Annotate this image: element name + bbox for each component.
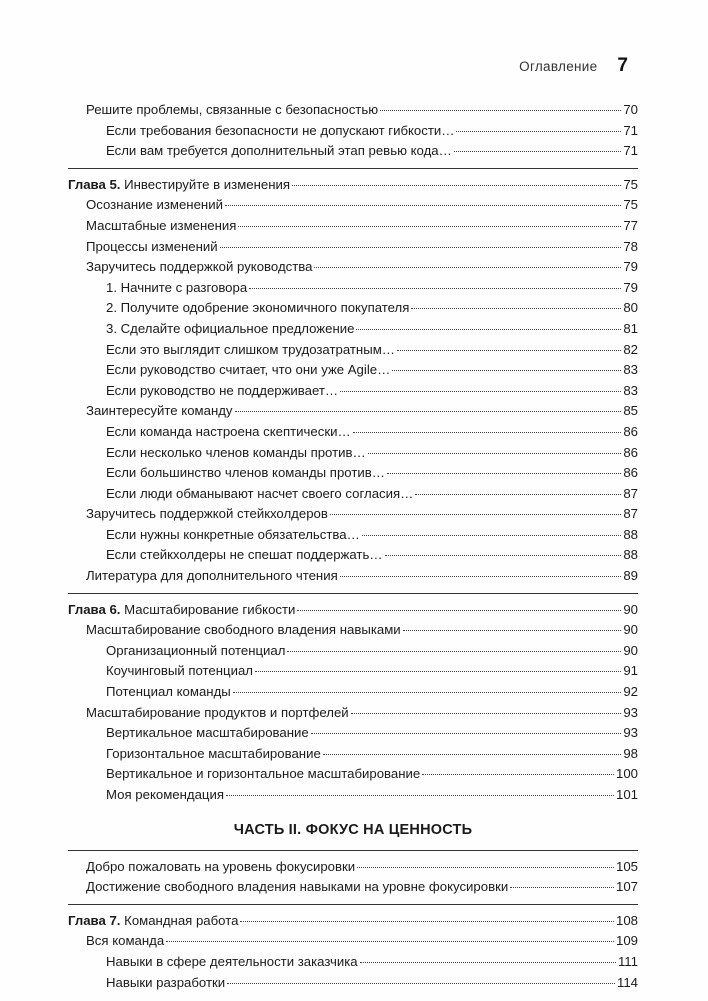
toc-entry[interactable] <box>68 360 638 381</box>
toc-entry-text: Масштабирование гибкости <box>124 601 296 617</box>
toc-entry[interactable] <box>68 401 638 422</box>
toc-entry-page: 105 <box>615 858 638 874</box>
toc-entry-text: Если это выглядит слишком трудозатратным… <box>106 341 395 357</box>
toc-entry[interactable] <box>68 216 638 237</box>
toc-entry-title <box>106 278 247 299</box>
toc-entry-title <box>106 484 413 505</box>
toc-entry-title <box>106 298 409 319</box>
dot-leader <box>226 794 614 796</box>
toc-entry-page: 90 <box>623 601 638 617</box>
toc-entry-title <box>106 641 285 662</box>
toc-entry-title <box>106 973 225 994</box>
toc-entry-title <box>86 931 164 952</box>
running-header-section: Оглавление <box>519 59 598 74</box>
toc-entry-page: 83 <box>623 382 638 398</box>
toc-entry-title <box>106 422 351 443</box>
dot-leader <box>330 513 621 515</box>
toc-entry-text: Масштабирование свободного владения навыками <box>86 622 401 638</box>
toc-entry-text: 1. Начните с разговора <box>106 279 248 295</box>
toc-entry[interactable] <box>68 661 638 682</box>
toc-entry-text: Если большинство членов команды против… <box>106 465 385 481</box>
toc-entry[interactable] <box>68 100 638 121</box>
dot-leader <box>314 266 621 268</box>
toc-entry[interactable] <box>68 121 638 142</box>
dot-leader <box>287 650 621 652</box>
page-number: 7 <box>617 55 628 76</box>
chapter-label: Глава 5. <box>68 176 121 192</box>
toc-entry-title <box>106 744 321 765</box>
toc-entry[interactable] <box>68 141 638 162</box>
toc-entry-text: 2. Получите одобрение экономичного покупателя <box>106 300 410 316</box>
toc-entry-title <box>86 100 378 121</box>
toc-entry[interactable] <box>68 877 638 898</box>
dot-leader <box>392 369 621 371</box>
toc-entry[interactable] <box>68 319 638 340</box>
toc-entry-text: Осознание изменений <box>86 197 223 213</box>
dot-leader <box>225 204 621 206</box>
section-divider <box>68 593 638 594</box>
chapter-label: Глава 7. <box>68 912 121 928</box>
toc-entry-text: Инвестируйте в изменения <box>124 176 291 192</box>
toc-entry-title <box>106 682 231 703</box>
toc-entry[interactable] <box>68 422 638 443</box>
dot-leader <box>510 886 614 888</box>
toc-entry-page: 75 <box>623 197 638 213</box>
toc-entry-page: 90 <box>623 642 638 658</box>
toc-entry-page: 93 <box>623 704 638 720</box>
toc-entry-text: Вертикальное масштабирование <box>106 725 309 741</box>
toc-entry-page: 86 <box>623 423 638 439</box>
toc-entry-text: Заручитесь поддержкой стейкхолдеров <box>86 506 328 522</box>
toc-entry-page: 107 <box>615 879 638 895</box>
toc-chapter-entry[interactable] <box>68 600 638 621</box>
dot-leader <box>368 452 622 454</box>
dot-leader <box>255 670 621 672</box>
toc-entry[interactable] <box>68 278 638 299</box>
dot-leader <box>380 109 621 111</box>
toc-entry-text: Если требования безопасности не допускают гибкости… <box>106 122 455 138</box>
toc-entry-text: 3. Сделайте официальное предложение <box>106 320 355 336</box>
toc-entry-text: Заручитесь поддержкой руководства <box>86 259 313 275</box>
toc-entry-title <box>68 175 290 196</box>
toc-entry-text: Достижение свободного владения навыками на уровне фокусировки <box>86 879 509 895</box>
dot-leader <box>249 287 621 289</box>
dot-leader <box>323 753 622 755</box>
dot-leader <box>297 609 621 611</box>
toc-entry-text: Добро пожаловать на уровень фокусировки <box>86 858 356 874</box>
toc-entry-title <box>86 401 233 422</box>
toc-entry[interactable] <box>68 682 638 703</box>
toc-entry-page: 89 <box>623 568 638 584</box>
toc-entry-text: Масштабирование продуктов и портфелей <box>86 704 349 720</box>
dot-leader <box>362 534 622 536</box>
toc-entry-title <box>86 195 223 216</box>
dot-leader <box>356 328 621 330</box>
toc-entry[interactable] <box>68 931 638 952</box>
toc-entry-title <box>106 141 452 162</box>
toc-entry[interactable] <box>68 973 638 994</box>
toc-entry-page: 86 <box>623 444 638 460</box>
dot-leader <box>454 150 622 152</box>
toc-entry-page: 71 <box>623 122 638 138</box>
toc-entry-text: Если команда настроена скептически… <box>106 423 351 439</box>
toc-entry-page: 98 <box>623 745 638 761</box>
dot-leader <box>456 130 621 132</box>
dot-leader <box>340 390 621 392</box>
toc-entry[interactable] <box>68 237 638 258</box>
section-divider <box>68 850 638 851</box>
toc-entry-page: 83 <box>623 362 638 378</box>
toc-entry[interactable] <box>68 566 638 587</box>
part-heading: ЧАСТЬ II. ФОКУС НА ЦЕННОСТЬ <box>233 821 473 838</box>
dot-leader <box>311 732 622 734</box>
table-of-contents <box>68 100 638 993</box>
toc-entry-title <box>106 661 253 682</box>
toc-entry-page: 77 <box>623 217 638 233</box>
toc-entry-page: 79 <box>623 259 638 275</box>
section-divider <box>68 168 638 169</box>
dot-leader <box>411 307 621 309</box>
toc-entry-page: 87 <box>623 485 638 501</box>
toc-entry[interactable] <box>68 703 638 724</box>
toc-entry-text: Заинтересуйте команду <box>86 403 233 419</box>
dot-leader <box>403 629 622 631</box>
section-divider <box>68 904 638 905</box>
toc-entry-title <box>68 600 295 621</box>
toc-entry-title <box>86 566 338 587</box>
toc-entry-title <box>106 952 358 973</box>
toc-entry-text: Вертикальное и горизонтальное масштабирование <box>106 766 421 782</box>
toc-entry[interactable] <box>68 764 638 785</box>
toc-entry-title <box>86 257 312 278</box>
toc-entry-page: 101 <box>615 787 638 802</box>
toc-entry-page: 91 <box>623 663 638 679</box>
toc-entry-title <box>106 764 420 785</box>
toc-entry-text: Решите проблемы, связанные с безопасностью <box>86 102 379 117</box>
toc-entry-text: Вся команда <box>86 933 165 949</box>
toc-entry-page: 108 <box>615 912 638 928</box>
toc-entry[interactable] <box>68 641 638 662</box>
toc-entry-page: 78 <box>623 238 638 254</box>
toc-entry-title <box>86 877 508 898</box>
toc-entry-page: 80 <box>623 300 638 316</box>
toc-entry[interactable] <box>68 443 638 464</box>
toc-entry-title <box>106 785 224 806</box>
toc-entry[interactable] <box>68 298 638 319</box>
dot-leader <box>238 225 621 227</box>
toc-entry-text: Если несколько членов команды против… <box>106 444 366 460</box>
toc-entry-page: 114 <box>616 974 638 990</box>
toc-entry-title <box>106 443 366 464</box>
toc-entry[interactable] <box>68 952 638 973</box>
toc-entry-text: Если руководство считает, что они уже Agile… <box>106 362 391 378</box>
toc-entry-page: 70 <box>623 102 638 117</box>
dot-leader <box>385 554 622 556</box>
toc-entry-title <box>106 121 454 142</box>
toc-entry-page: 88 <box>623 547 638 563</box>
dot-leader <box>235 410 622 412</box>
toc-entry-text: Навыки в сфере деятельности заказчика <box>106 953 358 969</box>
toc-entry[interactable] <box>68 545 638 566</box>
toc-entry-text: Если стейкхолдеры не спешат поддержать… <box>106 547 383 563</box>
toc-entry-title <box>106 340 395 361</box>
toc-entry-title <box>106 463 385 484</box>
dot-leader <box>292 184 621 186</box>
toc-entry-title <box>86 216 236 237</box>
toc-entry-page: 111 <box>617 953 638 969</box>
toc-entry-page: 71 <box>623 143 638 159</box>
dot-leader <box>227 982 615 984</box>
toc-entry-page: 87 <box>623 506 638 522</box>
dot-leader <box>357 866 614 868</box>
toc-entry-text: Навыки разработки <box>106 974 226 990</box>
toc-entry[interactable] <box>68 195 638 216</box>
toc-entry[interactable] <box>68 857 638 878</box>
toc-entry-title <box>106 381 338 402</box>
toc-chapter-entry[interactable] <box>68 175 638 196</box>
toc-entry-text: Потенциал команды <box>106 684 231 700</box>
toc-entry-text: Масштабные изменения <box>86 217 237 233</box>
toc-entry[interactable] <box>68 340 638 361</box>
toc-entry-page: 86 <box>623 465 638 481</box>
toc-entry-page: 109 <box>615 933 638 949</box>
dot-leader <box>240 920 614 922</box>
toc-entry-title <box>106 545 383 566</box>
toc-entry[interactable] <box>68 525 638 546</box>
dot-leader <box>353 431 622 433</box>
page-header <box>519 55 628 77</box>
toc-entry-title <box>106 360 390 381</box>
toc-entry-page: 79 <box>623 279 638 295</box>
toc-entry[interactable] <box>68 785 638 806</box>
toc-entry-text: Коучинговый потенциал <box>106 663 253 679</box>
toc-entry[interactable] <box>68 463 638 484</box>
toc-entry-title <box>86 620 401 641</box>
toc-entry-title <box>86 857 355 878</box>
toc-entry[interactable] <box>68 504 638 525</box>
toc-entry[interactable] <box>68 620 638 641</box>
toc-entry-page: 75 <box>623 176 638 192</box>
dot-leader <box>422 773 614 775</box>
toc-entry-page: 82 <box>623 341 638 357</box>
toc-entry-text: Процессы изменений <box>86 238 218 254</box>
toc-entry-page: 81 <box>623 320 638 336</box>
toc-entry[interactable] <box>68 744 638 765</box>
toc-entry[interactable] <box>68 257 638 278</box>
toc-entry-page: 90 <box>623 622 638 638</box>
toc-entry[interactable] <box>68 381 638 402</box>
dot-leader <box>397 349 621 351</box>
dot-leader <box>415 493 621 495</box>
toc-entry[interactable] <box>68 723 638 744</box>
toc-entry-text: Если руководство не поддерживает… <box>106 382 339 398</box>
dot-leader <box>233 691 622 693</box>
dot-leader <box>387 472 621 474</box>
toc-entry-text: Если вам требуется дополнительный этап ревью кода… <box>106 143 452 159</box>
dot-leader <box>360 961 616 963</box>
dot-leader <box>351 712 622 714</box>
dot-leader <box>166 940 614 942</box>
dot-leader <box>340 575 622 577</box>
toc-entry-text: Литература для дополнительного чтения <box>86 568 338 584</box>
toc-entry-text: Если люди обманывают насчет своего согласия… <box>106 485 414 501</box>
toc-entry-title <box>86 504 328 525</box>
toc-entry-page: 93 <box>623 725 638 741</box>
toc-entry[interactable] <box>68 484 638 505</box>
toc-entry-text: Если нужны конкретные обязательства… <box>106 526 360 542</box>
toc-entry-page: 100 <box>615 766 638 782</box>
toc-entry-text: Горизонтальное масштабирование <box>106 745 321 761</box>
toc-entry-text: Командная работа <box>124 912 239 928</box>
toc-entry-title <box>86 237 218 258</box>
toc-entry-title <box>86 703 349 724</box>
toc-entry-page: 85 <box>623 403 638 419</box>
chapter-label: Глава 6. <box>68 601 121 617</box>
toc-entry-text: Моя рекомендация <box>106 787 224 802</box>
toc-entry-title <box>106 525 360 546</box>
toc-entry-text: Организационный потенциал <box>106 642 286 658</box>
toc-entry-page: 88 <box>623 526 638 542</box>
toc-entry-page: 92 <box>623 684 638 700</box>
dot-leader <box>220 246 622 248</box>
toc-entry-title <box>68 911 238 932</box>
toc-entry-title <box>106 723 309 744</box>
toc-entry-title <box>106 319 354 340</box>
toc-chapter-entry[interactable] <box>68 911 638 932</box>
